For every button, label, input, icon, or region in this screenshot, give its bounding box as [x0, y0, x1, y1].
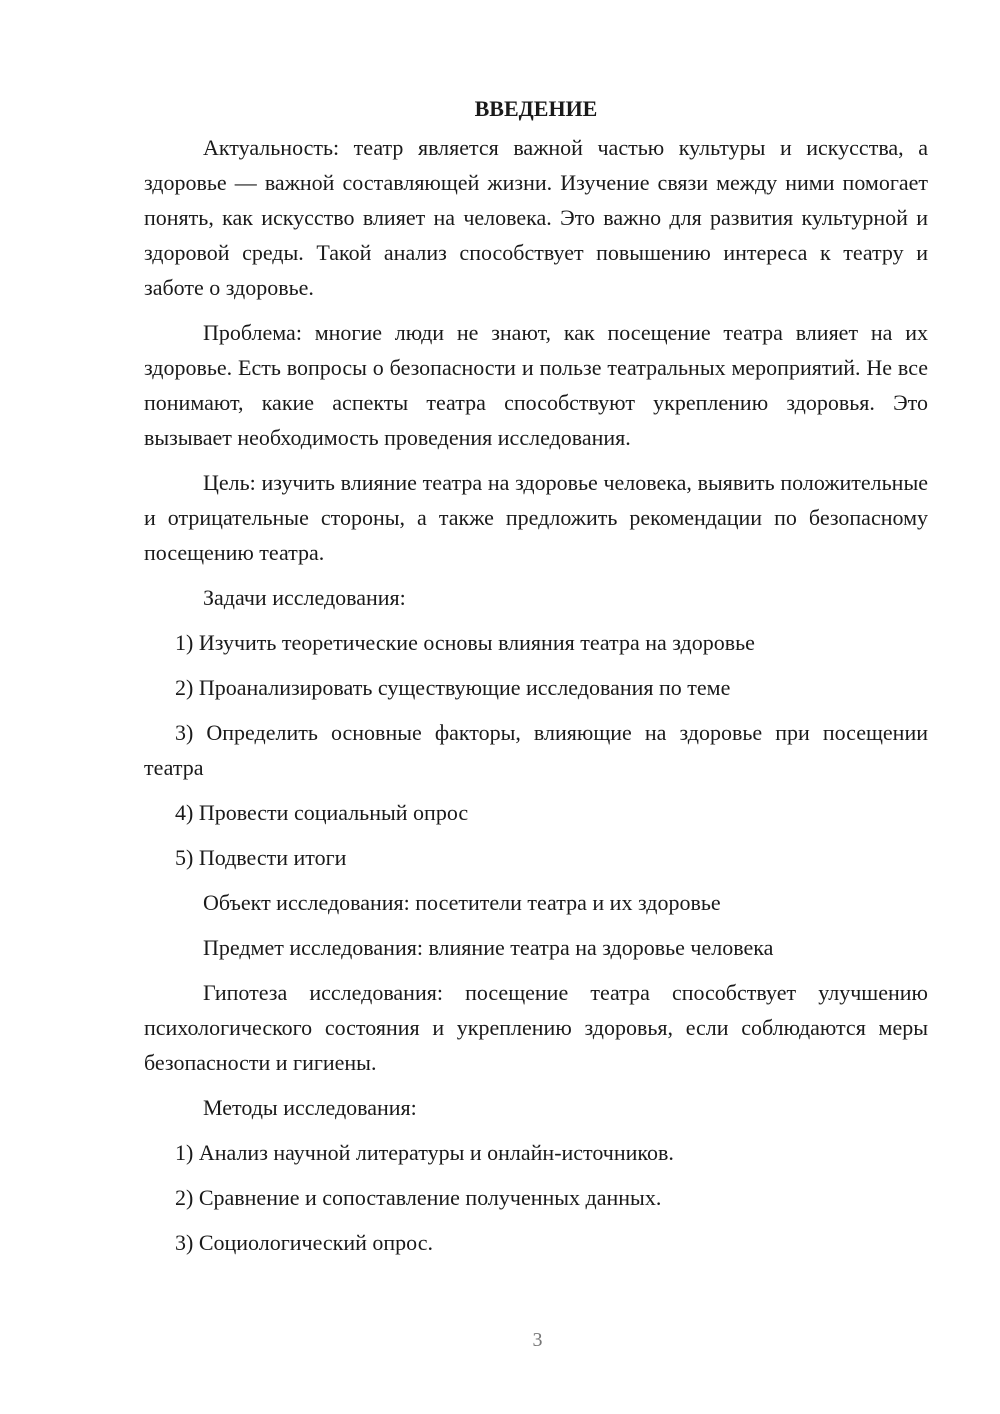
tasks-title: Задачи исследования: — [203, 585, 406, 610]
problem-paragraph: Проблема: многие люди не знают, как посещение театра влияет на их здоровье. Есть вопросы о безопасности и пользе театральных мероприятий. Не все понимают, какие аспекты театра способствуют укреплению здоровья. Это вызывает необходимость проведения исследования. — [144, 320, 928, 450]
object-paragraph: Объект исследования: посетители театра и их здоровье — [203, 890, 721, 915]
methods-title: Методы исследования: — [203, 1095, 417, 1120]
task-item-4: 4) Провести социальный опрос — [175, 800, 469, 825]
page-number: 3 — [532, 1329, 543, 1351]
document-page — [144, 88, 928, 1260]
method-item-3: 3) Социологический опрос. — [175, 1230, 433, 1255]
task-item-1: 1) Изучить теоретические основы влияния театра на здоровье — [175, 630, 755, 655]
hypothesis-paragraph: Гипотеза исследования: посещение театра способствует улучшению психологического состояния и укреплению здоровья, если соблюдаются меры безопасности и гигиены. — [144, 980, 928, 1075]
method-item-1: 1) Анализ научной литературы и онлайн-источников. — [175, 1140, 674, 1165]
goal-paragraph: Цель: изучить влияние театра на здоровье человека, выявить положительные и отрицательные стороны, а также предложить рекомендации по безопасному посещению театра. — [144, 470, 928, 565]
section-heading: ВВЕДЕНИЕ — [474, 96, 598, 121]
task-item-2: 2) Проанализировать существующие исследования по теме — [175, 675, 731, 700]
relevance-paragraph: Актуальность: театр является важной частью культуры и искусства, а здоровье — важной составляющей жизни. Изучение связи между ними помогает понять, как искусство влияет на человека. Это важно для развития культурной и здоровой среды. Такой анализ способствует повышению интереса к театру и заботе о здоровье. — [144, 135, 928, 300]
method-item-2: 2) Сравнение и сопоставление полученных данных. — [175, 1185, 662, 1210]
task-item-3: 3) Определить основные факторы, влияющие на здоровье при посещении театра — [144, 720, 928, 780]
task-item-5: 5) Подвести итоги — [175, 845, 347, 870]
subject-paragraph: Предмет исследования: влияние театра на здоровье человека — [203, 935, 774, 960]
